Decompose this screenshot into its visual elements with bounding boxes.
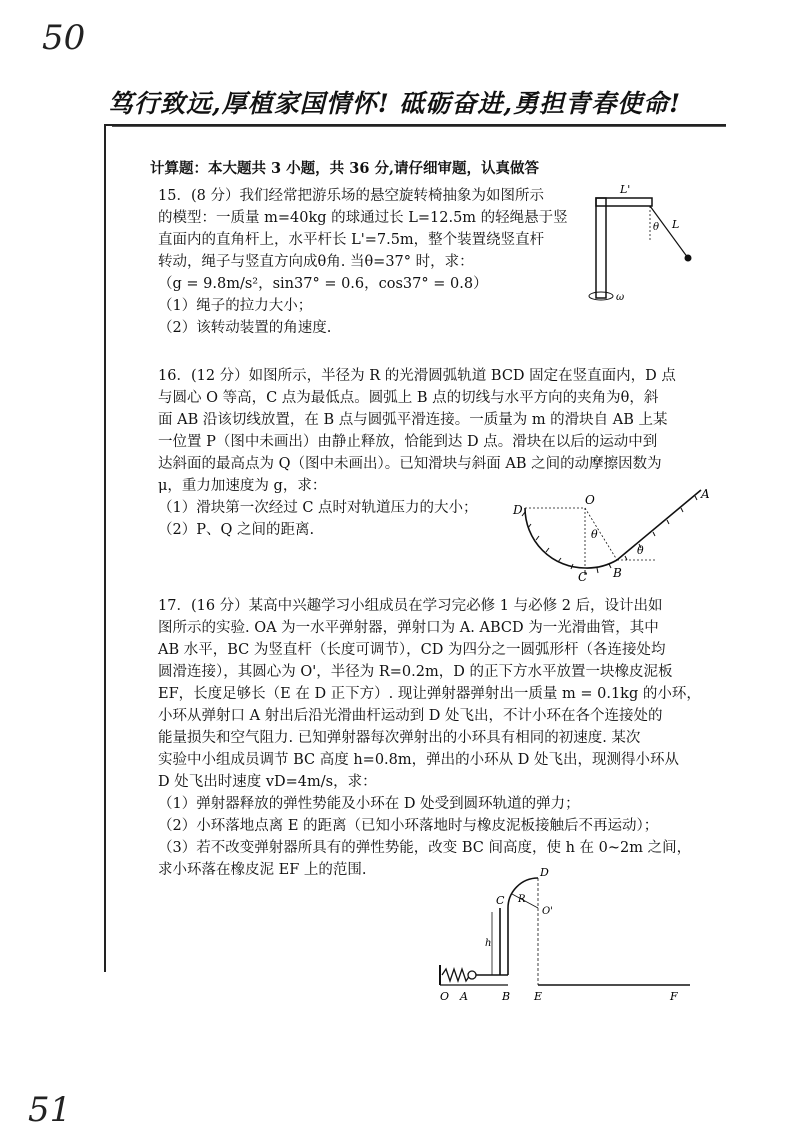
q16-line: 与圆心 O 等高，C 点为最低点。圆弧上 B 点的切线与水平方向的夹角为θ，斜 bbox=[158, 390, 659, 406]
q17-line: 小环从弹射口 A 射出后沿光滑曲杆运动到 D 处飞出，不计小环在各个连接处的 bbox=[158, 708, 663, 724]
label-a: A bbox=[701, 487, 710, 501]
spring bbox=[442, 969, 470, 981]
label-theta-center: θ bbox=[591, 528, 598, 541]
horizontal-rod bbox=[596, 198, 652, 206]
q16-line: 面 AB 沿该切线放置，在 B 点与圆弧平滑连接。一质量为 m 的滑块自 AB 上某 bbox=[158, 412, 668, 428]
q15-line: 的模型：一质量 m=40kg 的球通过长 L=12.5m 的轻绳悬于竖 bbox=[158, 210, 568, 226]
q16-arc-track-figure bbox=[505, 478, 715, 583]
section-title: 计算题：本大题共 3 小题，共 36 分,请仔细审题，认真做答 bbox=[150, 160, 540, 177]
q16-line: （1）滑块第一次经过 C 点时对轨道压力的大小； bbox=[158, 500, 478, 516]
q15-rotating-swing-figure bbox=[570, 180, 710, 310]
q17-line: EF，长度足够长（E 在 D 正下方）. 现让弹射器弹射出一质量 m = 0.1kg 的小环， bbox=[158, 686, 701, 702]
question-17 bbox=[158, 595, 718, 881]
q17-line: 圆滑连接），其圆心为 O'，半径为 R=0.2m，D 的正下方水平放置一块橡皮泥板 bbox=[158, 664, 673, 680]
label-o: O bbox=[440, 990, 450, 1003]
q15-line: 直面内的直角杆上，水平杆长 L'=7.5m，整个装置绕竖直杆 bbox=[158, 232, 545, 248]
q15-line: 转动，绳子与竖直方向成θ角. 当θ=37° 时，求： bbox=[158, 254, 474, 270]
label-h: h bbox=[485, 938, 492, 949]
q15-line: （g = 9.8m/s²，sin37° = 0.6，cos37° = 0.8） bbox=[158, 276, 488, 292]
q17-line: 图所示的实验. OA 为一水平弹射器，弹射口为 A. ABCD 为一光滑曲管，其中 bbox=[158, 620, 659, 636]
q17-line: D 处飞出时速度 vD=4m/s，求： bbox=[158, 774, 377, 790]
q16-line: 一位置 P（图中未画出）由静止释放，恰能到达 D 点。滑块在以后的运动中到 bbox=[158, 434, 658, 450]
q16-line: 16．(12 分）如图所示，半径为 R 的光滑圆弧轨道 BCD 固定在竖直面内，D 点 bbox=[158, 368, 676, 384]
label-theta-incline: θ bbox=[637, 544, 644, 557]
label-theta: θ bbox=[653, 222, 660, 233]
label-l-prime: L' bbox=[620, 183, 631, 196]
radius-ob bbox=[585, 508, 617, 560]
motto-banner: 笃行致远,厚植家国情怀! 砥砺奋进,勇担青春使命! bbox=[108, 89, 682, 118]
ring bbox=[468, 971, 476, 979]
q17-line: （2）小环落地点离 E 的距离（已知小环落地时与橡皮泥板接触后不再运动）； bbox=[158, 818, 659, 834]
q16-line: （2）P、Q 之间的距离. bbox=[158, 522, 315, 538]
label-c: C bbox=[578, 570, 588, 584]
arc-bcd bbox=[525, 508, 617, 568]
label-a: A bbox=[460, 990, 468, 1003]
label-l: L bbox=[672, 218, 680, 231]
q17-launcher-track-figure bbox=[430, 860, 700, 1005]
q17-line: 17．(16 分）某高中兴趣学习小组成员在学习完必修 1 与必修 2 后，设计出如 bbox=[158, 598, 663, 614]
handwritten-page-number-top: 50 bbox=[42, 18, 86, 58]
label-r: R bbox=[518, 894, 526, 905]
q17-line: 能量损失和空气阻力. 已知弹射器每次弹射出的小环具有相同的初速度. 某次 bbox=[158, 730, 641, 746]
q16-line: 达斜面的最高点为 Q（图中未画出）。已知滑块与斜面 AB 之间的动摩擦因数为 bbox=[158, 456, 662, 472]
ball bbox=[685, 255, 692, 262]
label-b: B bbox=[613, 566, 622, 580]
vertical-rod bbox=[596, 198, 606, 298]
handwritten-page-number-bottom: 51 bbox=[28, 1090, 72, 1130]
label-omega: ω bbox=[616, 292, 625, 303]
q17-line: 求小环落在橡皮泥 EF 上的范围. bbox=[158, 862, 367, 878]
q15-line: （2）该转动装置的角速度. bbox=[158, 320, 332, 336]
label-c: C bbox=[496, 894, 505, 907]
rotation-arrow bbox=[589, 292, 613, 300]
label-o-prime: O' bbox=[542, 906, 553, 917]
label-o: O bbox=[585, 493, 595, 507]
label-d: D bbox=[513, 503, 523, 517]
label-f: F bbox=[670, 990, 678, 1003]
frame-divider bbox=[112, 126, 726, 128]
label-b: B bbox=[502, 990, 511, 1003]
q17-line: 实验中小组成员调节 BC 高度 h=0.8m，弹出的小环从 D 处飞出，现测得小环从 bbox=[158, 752, 679, 768]
q15-line: 15．(8 分）我们经常把游乐场的悬空旋转椅抽象为如图所示 bbox=[158, 188, 544, 204]
q17-line: AB 水平，BC 为竖直杆（长度可调节），CD 为四分之一圆弧形杆（各连接处均 bbox=[158, 642, 666, 658]
label-e: E bbox=[534, 990, 543, 1003]
q15-line: （1）绳子的拉力大小； bbox=[158, 298, 313, 314]
label-d: D bbox=[540, 866, 549, 879]
incline-ab bbox=[617, 490, 701, 560]
q17-line: （3）若不改变弹射器所具有的弹性势能，改变 BC 间高度，使 h 在 0~2m 之间， bbox=[158, 840, 692, 856]
q17-line: （1）弹射器释放的弹性势能及小环在 D 处受到圆环轨道的弹力； bbox=[158, 796, 580, 812]
q16-line: μ，重力加速度为 g，求： bbox=[158, 478, 327, 494]
